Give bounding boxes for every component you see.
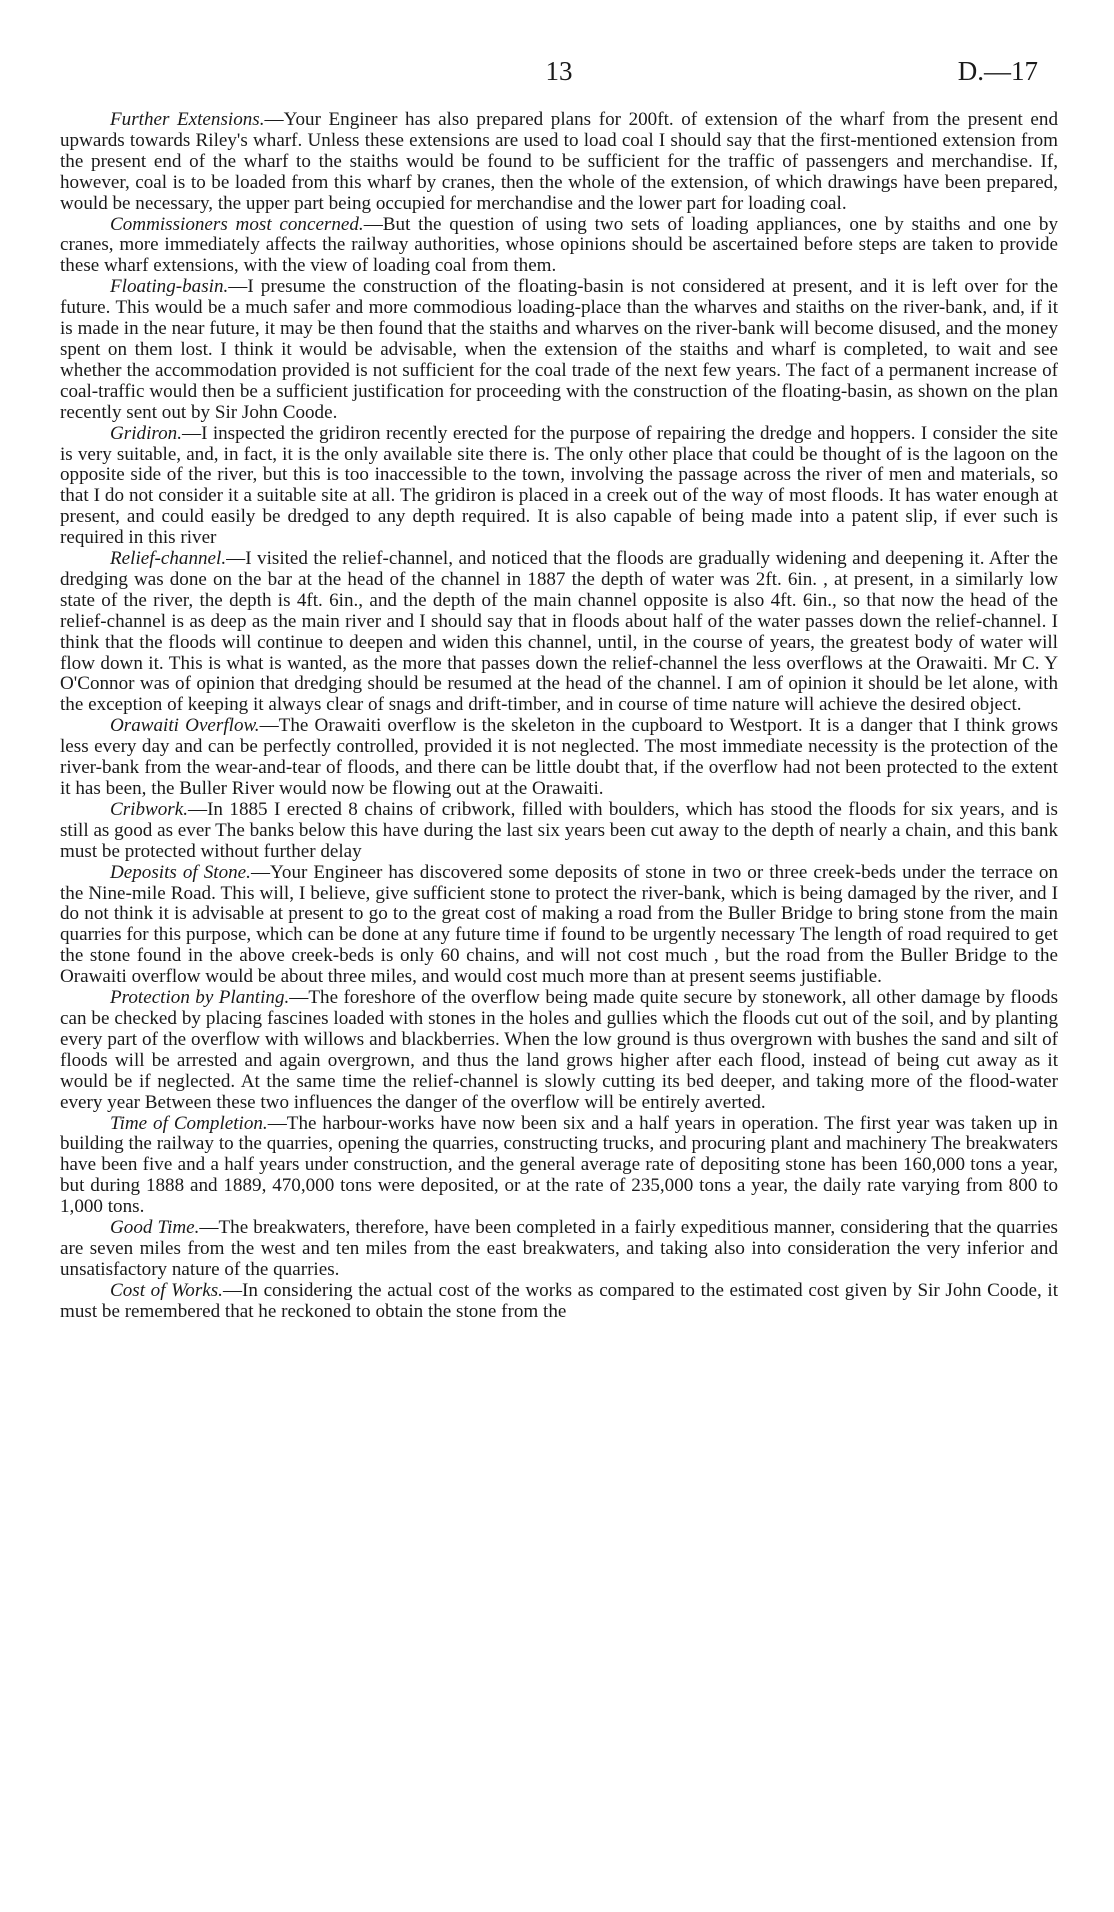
page-header (60, 56, 1058, 96)
paragraph-heading: Deposits of Stone. (110, 861, 251, 883)
paragraph-good-time (60, 1218, 1058, 1281)
paragraph-text: —The harbour-works have now been six and a half years in operation. The first year was taken up in building the railway to the quarries, opening the quarries, constructing trucks, and procuring plant and machinery The breakwaters have been five and a half years under construction, and the general average rate of depositing stone has been 160,000 tons a year, but during 1888 and 1889, 470,000 tons were deposited, or at the rate of 235,000 tons a year, the daily rate varying from 800 to 1,000 tons. (60, 1112, 1058, 1218)
paragraph-text: —In considering the actual cost of the works as compared to the estimated cost given by Sir John Coode, it must be remembered that he reckoned to obtain the stone from the (60, 1279, 1058, 1322)
paragraph-text: —But the question of using two sets of loading appliances, one by staiths and one by cranes, more immediately affects the railway authorities, whose opinions should be ascertained before steps are taken to provide these wharf extensions, with the view of loading coal from them. (60, 213, 1058, 277)
page-number: 13 (545, 56, 573, 86)
paragraph-deposits-of-stone (60, 863, 1058, 988)
paragraph-heading: Relief-channel. (110, 548, 227, 570)
paragraph-heading: Time of Completion. (110, 1112, 268, 1134)
paragraph-orawaiti-overflow (60, 716, 1058, 800)
paragraph-further-extensions (60, 110, 1058, 215)
paragraph-text: —I visited the relief-channel, and noticed that the floods are gradually widening and deepening it. After the dredging was done on the bar at the head of the channel in 1887 the depth of water was 2ft. 6in. , at present, in a similarly low state of the river, the depth is 4ft. 6in., and the depth of the main channel opposite is also 4ft. 6in., so that now the head of the relief-channel is as deep as the main river and I should say that in floods about half of the water passes down the relief-channel. I think that the floods will continue to deepen and widen this channel, until, in the course of years, the greatest body of water will flow down it. This is what is wanted, as the more that passes down the relief-channel the less overflows at the Orawaiti. Mr C. Y O'Connor was of opinion that dredging should be resumed at the head of the channel. I am of opinion it should be let alone, with the exception of keeping it always clear of snags and drift-timber, and in course of time nature will achieve the desired object. (60, 548, 1058, 716)
paragraph-heading: Good Time. (110, 1217, 200, 1239)
paragraph-cost-of-works (60, 1281, 1058, 1323)
paragraph-heading: Commissioners most concerned. (110, 213, 364, 235)
paragraph-text: —The Orawaiti overflow is the skeleton in the cupboard to Westport. It is a danger that I think grows less every day and can be perfectly controlled, provided it is not neglected. The most immediate necessity is the protection of the river-bank from the wear-and-tear of floods, and there can be little doubt that, if the overflow had not been protected to the extent it has been, the Buller River would now be flowing out at the Orawaiti. (60, 715, 1058, 799)
paragraph-protection-by-planting (60, 988, 1058, 1113)
paragraph-heading: Further Extensions. (110, 109, 265, 130)
paragraph-text: —The foreshore of the overflow being made quite secure by stonework, all other damage by floods can be checked by placing fascines loaded with stones in the holes and gullies which the floods cut out of the soil, and by planting every part of the overflow with willows and blackberries. When the low ground is thus overgrown with bushes the sand and silt of floods will be arrested and again overgrown, and thus the land grows higher after each flood, instead of being cut away as it would be if neglected. At the same time the relief-channel is slowly cutting its bed deeper, and taking more of the flood-water every year Between these two influences the danger of the overflow will be entirely averted. (60, 987, 1059, 1113)
document-reference: D.—17 (957, 56, 1038, 86)
paragraph-relief-channel (60, 549, 1058, 716)
paragraph-text: —I presume the construction of the floating-basin is not considered at present, and it is left over for the future. This would be a much safer and more commodious loading-place than the wharves and staiths on the river-bank, and, if it is made in the near future, it may be then found that the staiths and wharves on the river-bank will become disused, and the money spent on them lost. I think it would be advisable, when the extension of the staiths and wharf is completed, to wait and see whether the accommodation provided is not sufficient for the coal trade of the next few years. The fact of a permanent increase of coal-traffic would then be a sufficient justification for proceeding with the construction of the floating-basin, as shown on the plan recently sent out by Sir John Coode. (60, 276, 1058, 423)
paragraph-heading: Gridiron. (110, 422, 182, 444)
paragraph-floating-basin (60, 277, 1058, 423)
paragraph-cribwork (60, 800, 1058, 863)
paragraph-commissioners-most-concerned (60, 215, 1058, 278)
paragraph-text: —In 1885 I erected 8 chains of cribwork, filled with boulders, which has stood the floods for six years, and is still as good as ever The banks below this have during the last six years been cut away to the depth of nearly a chain, and this bank must be protected without further delay (60, 798, 1058, 862)
paragraph-text: —The breakwaters, therefore, have been completed in a fairly expeditious manner, considering that the quarries are seven miles from the west and ten miles from the east breakwaters, and taking also into consideration the very inferior and unsatisfactory nature of the quarries. (60, 1217, 1058, 1280)
paragraph-time-of-completion (60, 1114, 1058, 1219)
paragraph-text: —I inspected the gridiron recently erected for the purpose of repairing the dredge and hoppers. I consider the site is very suitable, and, in fact, it is the only available site there is. The only other place that could be thought of is the lagoon on the opposite side of the river, but this is too inaccessible to the town, involving the passage across the river of men and materials, so that I do not consider it a suitable site at all. The gridiron is placed in a creek out of the way of most floods. It has water enough at present, and could easily be dredged to any depth required. It is also capable of being made into a patent slip, if ever such is required in this river (60, 422, 1058, 549)
paragraph-heading: Floating-basin. (110, 276, 229, 298)
paragraph-text: —Your Engineer has discovered some deposits of stone in two or three creek-beds under the terrace on the Nine-mile Road. This will, I believe, give sufficient stone to protect the river-bank, which is being damaged by the river, and I do not think it is advisable at present to go to the great cost of making a road from the Buller Bridge to bring stone from the main quarries for this purpose, which can be done at any future time if found to be urgently necessary The length of road required to get the stone found in the above creek-beds is only 60 chains, and will not cost much , but the road from the Buller Bridge to the Orawaiti overflow would be about three miles, and would cost much more than at present seems justifiable. (60, 861, 1059, 988)
paragraph-heading: Protection by Planting. (110, 987, 290, 1009)
paragraph-gridiron (60, 424, 1058, 549)
paragraph-text: —Your Engineer has also prepared plans for 200ft. of extension of the wharf from the present end upwards towards Riley's wharf. Unless these extensions are used to load coal I should say that the first-mentioned extension from the present end of the wharf to the staiths would be found to be sufficient for the traffic of passengers and merchandise. If, however, coal is to be loaded from this wharf by cranes, then the whole of the extension, of which drawings have been prepared, would be necessary, the upper part being occupied for merchandise and the lower part for loading coal. (60, 109, 1058, 214)
paragraph-heading: Cribwork. (110, 798, 188, 820)
report-body (60, 110, 1058, 1323)
paragraph-heading: Orawaiti Overflow. (110, 715, 260, 737)
paragraph-heading: Cost of Works. (110, 1279, 223, 1301)
